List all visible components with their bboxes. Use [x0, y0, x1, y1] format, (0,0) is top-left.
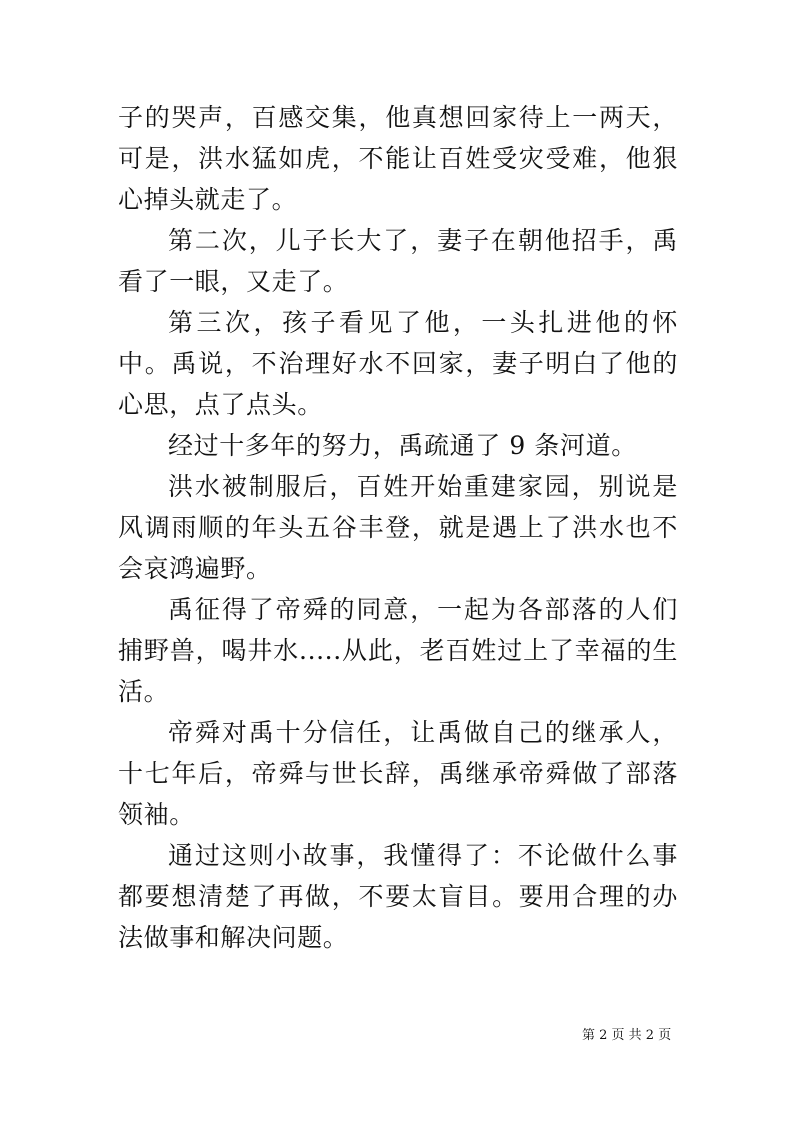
paragraph-8: 通过这则小故事，我懂得了：不论做什么事都要想清楚了再做，不要太盲目。要用合理的办法做事和解决问题。: [118, 841, 678, 952]
paragraph-7: 帝舜对禹十分信任，让禹做自己的继承人，十七年后，帝舜与世长辞，禹继承帝舜做了部落领袖。: [118, 718, 678, 829]
paragraph-1: 子的哭声，百感交集，他真想回家待上一两天，可是，洪水猛如虎，不能让百姓受灾受难，他狠心掉头就走了。: [118, 103, 678, 214]
paragraph-5: 洪水被制服后，百姓开始重建家园，别说是风调雨顺的年头五谷丰登，就是遇上了洪水也不会哀鸿遍野。: [118, 472, 678, 583]
paragraph-6: 禹征得了帝舜的同意，一起为各部落的人们捕野兽，喝井水.....从此，老百姓过上了幸福的生活。: [118, 595, 678, 706]
document-body: [118, 97, 678, 958]
page-number-footer: 第 2 页 共 2 页: [582, 1028, 672, 1043]
paragraph-2: 第二次，儿子长大了，妻子在朝他招手，禹看了一眼，又走了。: [118, 226, 678, 296]
paragraph-4: 经过十多年的努力，禹疏通了 9 条河道。: [168, 431, 637, 460]
paragraph-3: 第三次，孩子看见了他，一头扎进他的怀中。禹说，不治理好水不回家，妻子明白了他的心思，点了点头。: [118, 308, 678, 419]
